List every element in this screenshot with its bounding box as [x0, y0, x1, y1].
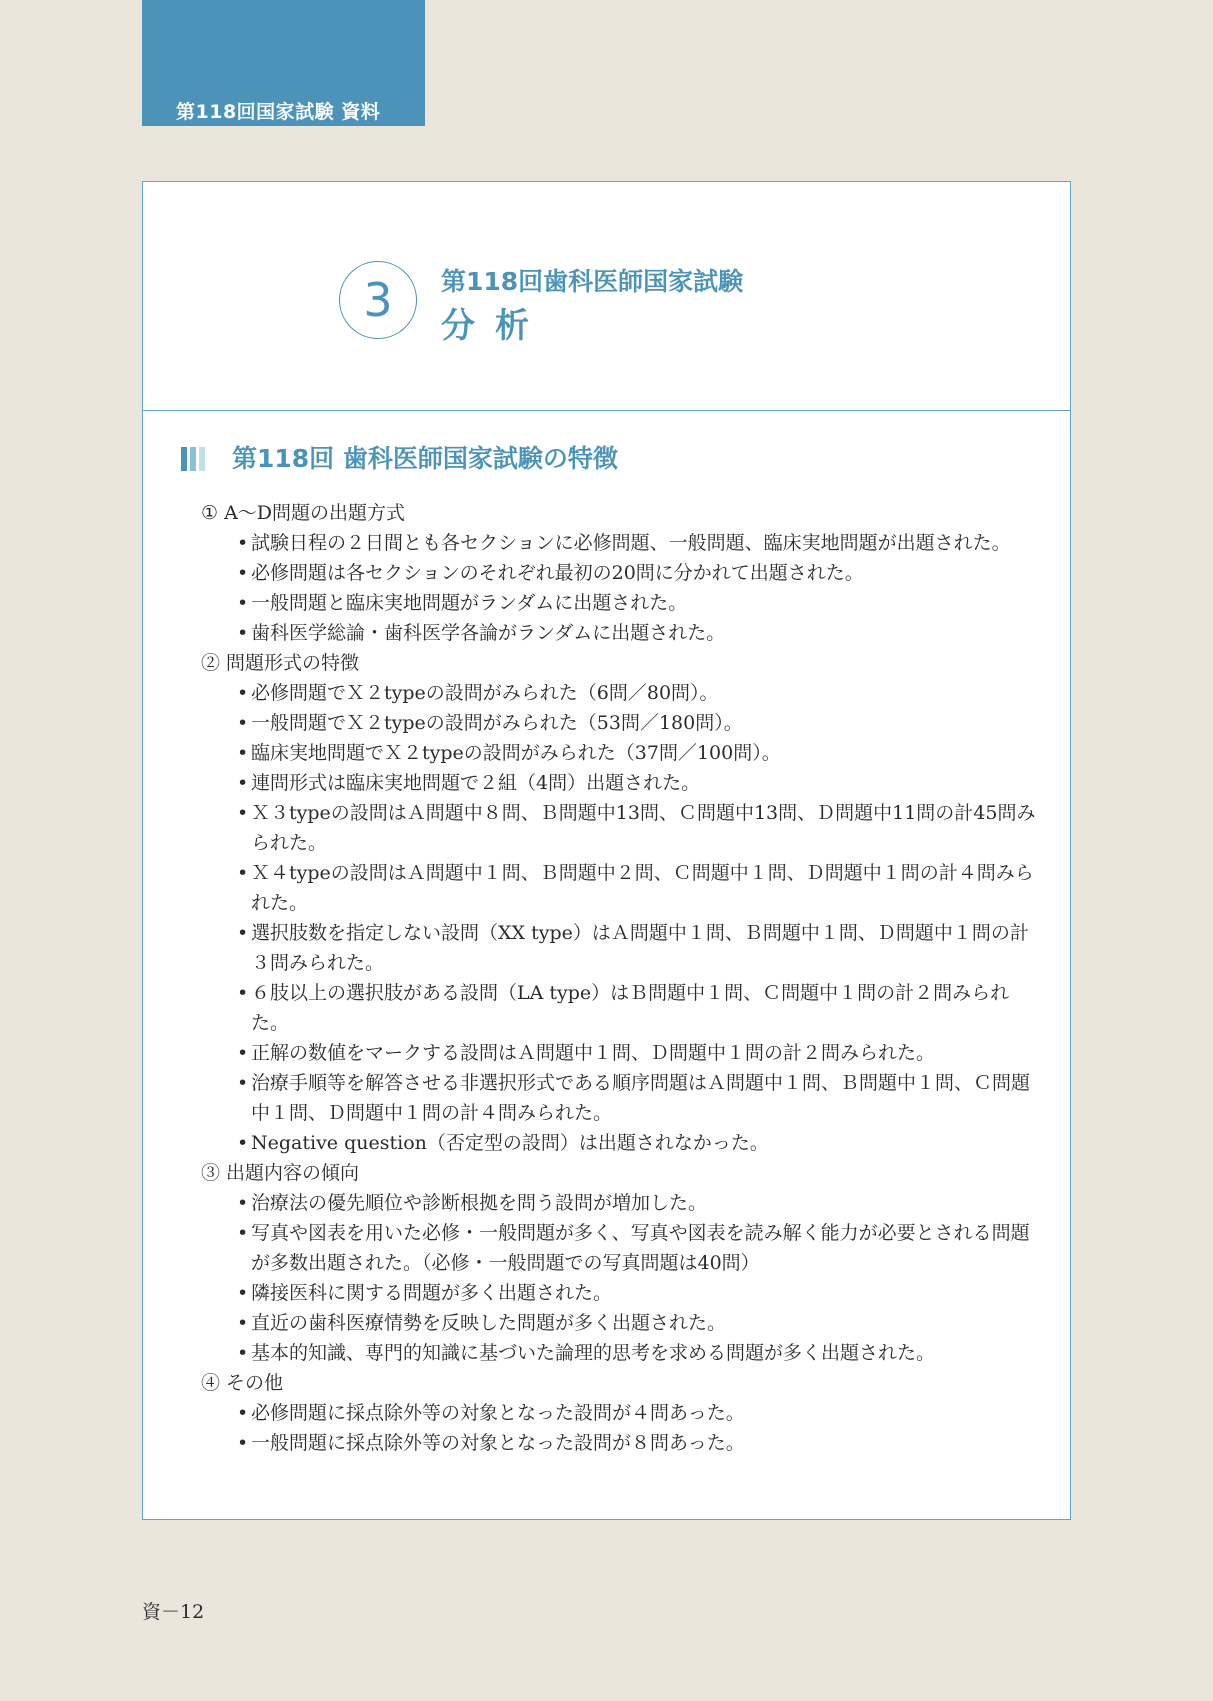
group-items	[201, 1188, 1041, 1368]
list-item: • 臨床実地問題でＸ２typeの設問がみられた（37問／100問）。	[237, 738, 1041, 768]
list-item: • 写真や図表を用いた必修・一般問題が多く、写真や図表を読み解く能力が必要とされる問題が多数出題された。（必修・一般問題での写真問題は40問）	[237, 1218, 1041, 1278]
chapter-title: 第118回歯科医師国家試験	[441, 267, 744, 296]
list-item: • 連問形式は臨床実地問題で２組（4問）出題された。	[237, 768, 1041, 798]
list-item: • ６肢以上の選択肢がある設問（LA type）はＢ問題中１問、Ｃ問題中１問の計２問みられた。	[237, 978, 1041, 1038]
group-title: ③ 出題内容の傾向	[201, 1162, 360, 1184]
list-item: • 治療法の優先順位や診断根拠を問う設問が増加した。	[237, 1188, 1041, 1218]
list-item: • 必修問題に採点除外等の対象となった設問が４問あった。	[237, 1398, 1041, 1428]
page-number: 資－12	[142, 1601, 205, 1623]
heading-bars-icon	[181, 447, 209, 471]
list-item: • 必修問題でＸ２typeの設問がみられた（6問／80問）。	[237, 678, 1041, 708]
list-item: • Ｘ４typeの設問はＡ問題中１問、Ｂ問題中２問、Ｃ問題中１問、Ｄ問題中１問の計４問みられた。	[237, 858, 1041, 918]
header-tab-label: 第118回国家試験 資料	[176, 101, 381, 123]
group-title: ④ その他	[201, 1372, 284, 1394]
group-title: ① A～D問題の出題方式	[201, 502, 406, 524]
list-item: • 正解の数値をマークする設問はＡ問題中１問、Ｄ問題中１問の計２問みられた。	[237, 1038, 1041, 1068]
group-items	[201, 678, 1041, 1158]
list-item: • 一般問題と臨床実地問題がランダムに出題された。	[237, 588, 1041, 618]
list-item: • 必修問題は各セクションのそれぞれ最初の20問に分かれて出題された。	[237, 558, 1041, 588]
chapter-title-area	[143, 182, 1070, 411]
group-items	[201, 1398, 1041, 1458]
list-item: • 試験日程の２日間とも各セクションに必修問題、一般問題、臨床実地問題が出題された。	[237, 528, 1041, 558]
list-item: • 歯科医学総論・歯科医学各論がランダムに出題された。	[237, 618, 1041, 648]
list-item: • 選択肢数を指定しない設問（XX type）はＡ問題中１問、Ｂ問題中１問、Ｄ問題中１問の計３問みられた。	[237, 918, 1041, 978]
group-items	[201, 528, 1041, 648]
feature-list	[201, 498, 1041, 1458]
list-item: • 治療手順等を解答させる非選択形式である順序問題はＡ問題中１問、Ｂ問題中１問、Ｃ問題中１問、Ｄ問題中１問の計４問みられた。	[237, 1068, 1041, 1128]
chapter-subtitle: 分析	[441, 306, 549, 346]
section-heading-text: 第118回 歯科医師国家試験の特徴	[232, 444, 618, 473]
header-tab	[142, 0, 425, 126]
list-item: • 基本的知識、専門的知識に基づいた論理的思考を求める問題が多く出題された。	[237, 1338, 1041, 1368]
list-item: • Negative question（否定型の設問）は出題されなかった。	[237, 1128, 1041, 1158]
list-item: • Ｘ３typeの設問はＡ問題中８問、Ｂ問題中13問、Ｃ問題中13問、Ｄ問題中11問の計45問みられた。	[237, 798, 1041, 858]
list-item: • 一般問題でＸ２typeの設問がみられた（53問／180問）。	[237, 708, 1041, 738]
list-item: • 隣接医科に関する問題が多く出題された。	[237, 1278, 1041, 1308]
chapter-number-badge: 3	[339, 261, 417, 339]
group-title: ② 問題形式の特徴	[201, 652, 360, 674]
list-item: • 一般問題に採点除外等の対象となった設問が８問あった。	[237, 1428, 1041, 1458]
content-panel	[142, 181, 1071, 1520]
list-item: • 直近の歯科医療情勢を反映した問題が多く出題された。	[237, 1308, 1041, 1338]
